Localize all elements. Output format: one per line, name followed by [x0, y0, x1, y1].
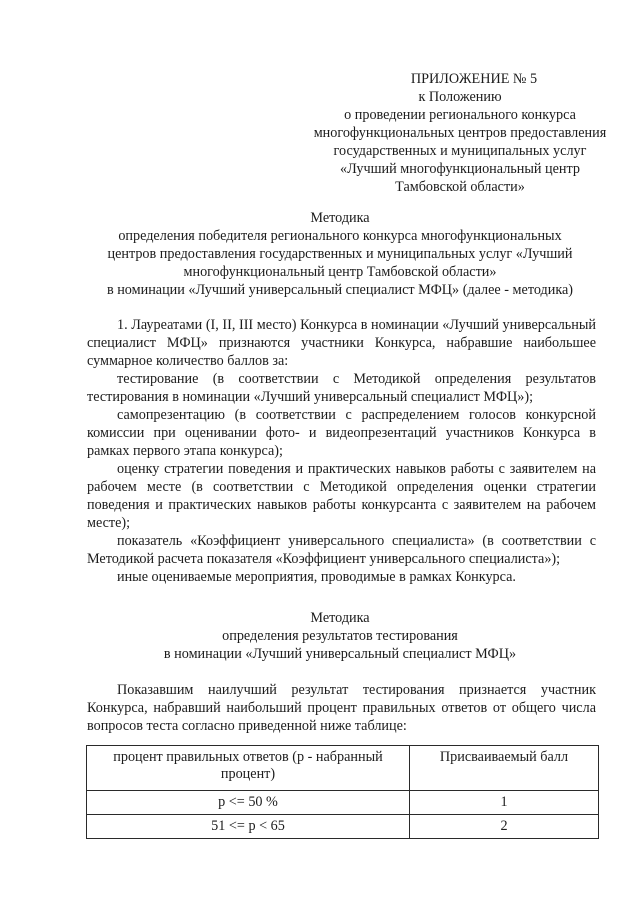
appendix-line: государственных и муниципальных услуг — [333, 143, 587, 159]
table-cell-score: 1 — [410, 791, 599, 815]
criterion-self-presentation: самопрезентацию (в соответствии с распределением голосов конкурсной комиссии при оценивании фото- и видеопрезентаций участников Конкурса в рамках первого этапа конкурса); — [87, 407, 596, 459]
heading-title: Методика — [310, 210, 370, 226]
heading-line: в номинации «Лучший универсальный специалист МФЦ» — [163, 646, 517, 662]
appendix-header — [270, 70, 640, 196]
heading-line: центров предоставления государственных и муниципальных услуг «Лучший — [107, 246, 573, 262]
score-table — [86, 745, 599, 839]
heading-line: определения результатов тестирования — [222, 628, 458, 644]
appendix-line: Тамбовской области» — [395, 179, 525, 195]
criterion-strategy: оценку стратегии поведения и практических навыков работы с заявителем на рабочем месте (в соответствии с Методикой определения оценки стратегии поведения и практических навыков работы конкурсанта с заявителем на рабочем месте); — [87, 461, 596, 531]
table-cell-range: 51 <= р < 65 — [87, 815, 410, 839]
table-cell-range: р <= 50 % — [87, 791, 410, 815]
methodology-heading — [60, 209, 620, 299]
table-header-score: Присваиваемый балл — [410, 746, 599, 791]
section-testing — [87, 681, 596, 735]
table-row — [87, 791, 599, 815]
paragraph-testing: Показавшим наилучший результат тестирования признается участник Конкурса, набравший наибольший процент правильных ответов от общего числа вопросов теста согласно приведенной ниже таблице: — [87, 682, 596, 734]
testing-heading — [60, 609, 620, 663]
criterion-coefficient: показатель «Коэффициент универсального специалиста» (в соответствии с Методикой расчета показателя «Коэффициент универсального специалиста»); — [87, 533, 596, 567]
heading-line: в номинации «Лучший универсальный специалист МФЦ» (далее - методика) — [106, 282, 574, 298]
table-row — [87, 815, 599, 839]
table-cell-score: 2 — [410, 815, 599, 839]
table-header-percent: процент правильных ответов (р - набранный процент) — [87, 746, 410, 791]
appendix-line: к Положению — [418, 89, 502, 105]
criterion-testing: тестирование (в соответствии с Методикой определения результатов тестирования в номинации «Лучший универсальный специалист МФЦ»); — [87, 371, 596, 405]
section-laureates — [87, 316, 596, 586]
table-header-row — [87, 746, 599, 791]
criterion-other: иные оцениваемые мероприятия, проводимые в рамках Конкурса. — [117, 569, 516, 585]
heading-title: Методика — [310, 610, 370, 626]
appendix-line: многофункциональных центров предоставления — [313, 125, 607, 141]
appendix-line: «Лучший многофункциональный центр — [340, 161, 580, 177]
appendix-line: о проведении регионального конкурса — [344, 107, 576, 123]
appendix-title: ПРИЛОЖЕНИЕ № 5 — [410, 71, 538, 87]
heading-line: определения победителя регионального конкурса многофункциональных — [118, 228, 562, 244]
paragraph-laureates: 1. Лауреатами (I, II, III место) Конкурса в номинации «Лучший универсальный специалист МФЦ» признаются участники Конкурса, набравшие наибольшее суммарное количество баллов за: — [87, 317, 596, 369]
heading-line: многофункциональный центр Тамбовской области» — [183, 264, 497, 280]
